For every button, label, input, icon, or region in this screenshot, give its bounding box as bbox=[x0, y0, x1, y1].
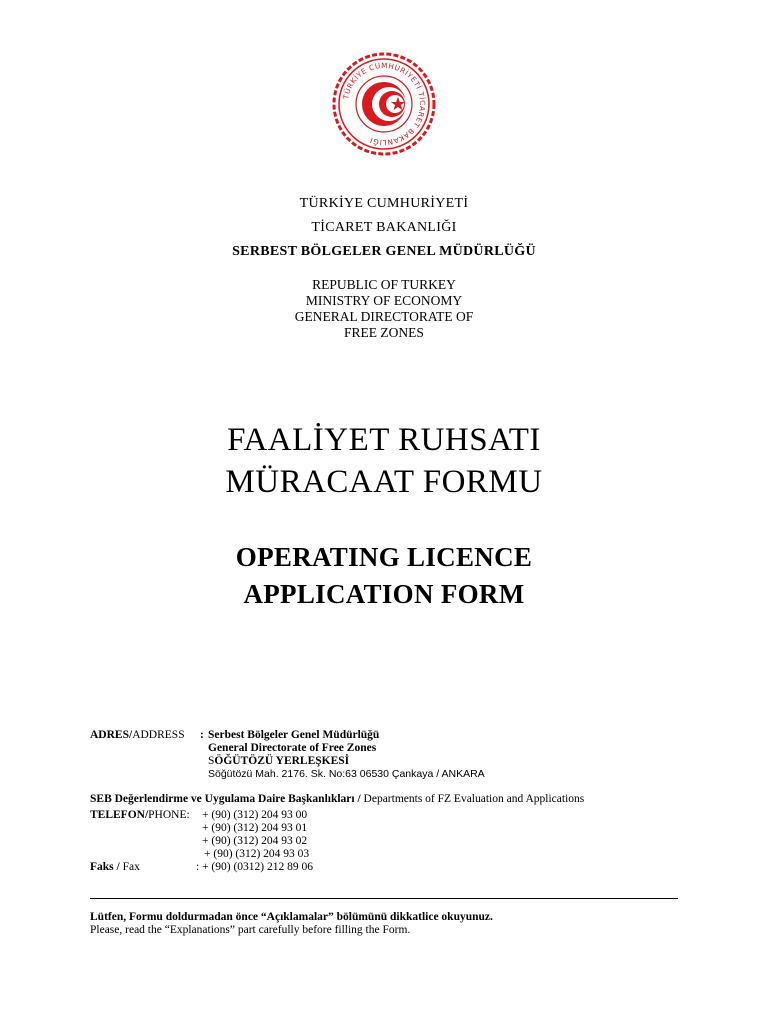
fax-label-tr: Faks / bbox=[90, 861, 120, 873]
title-en-line1: OPERATING LICENCE bbox=[235, 542, 533, 572]
header-tr-line3: SERBEST BÖLGELER GENEL MÜDÜRLÜĞÜ bbox=[232, 244, 536, 259]
phone-number: + (90) (312) 204 93 02 bbox=[202, 835, 308, 847]
title-en-line2: APPLICATION FORM bbox=[243, 579, 525, 609]
department-line bbox=[90, 792, 584, 806]
header-en-line4: FREE ZONES bbox=[344, 325, 424, 340]
header-tr-line2: TİCARET BAKANLIĞI bbox=[311, 220, 457, 235]
header-en-line1: REPUBLIC OF TURKEY bbox=[312, 277, 456, 292]
title-tr-line2: MÜRACAAT FORMU bbox=[225, 464, 543, 500]
address-line3-bold: ÖĞÜTÖZÜ YERLEŞKESİ bbox=[214, 755, 350, 767]
address-label bbox=[90, 728, 185, 742]
address-label-en: ADDRESS bbox=[132, 729, 185, 741]
address-line2: General Directorate of Free Zones bbox=[208, 742, 377, 754]
divider-line bbox=[90, 898, 678, 899]
header-en-line3: GENERAL DIRECTORATE OF bbox=[294, 309, 474, 324]
address-line1: Serbest Bölgeler Genel Müdürlüğü bbox=[208, 729, 380, 741]
address-line4: Söğütözü Mah. 2176. Sk. No:63 06530 Çankaya / ANKARA bbox=[208, 768, 485, 780]
ministry-seal-logo bbox=[332, 52, 436, 156]
phone-label bbox=[90, 808, 190, 822]
phone-number: + (90) (312) 204 93 00 bbox=[202, 809, 308, 821]
phone-label-en: PHONE: bbox=[148, 809, 190, 821]
crescent-star-emblem bbox=[362, 82, 406, 126]
fax-label bbox=[90, 860, 140, 874]
phone-number: + (90) (312) 204 93 01 bbox=[202, 822, 308, 834]
header-en-line2: MINISTRY OF ECONOMY bbox=[305, 293, 463, 308]
address-line3-prefix: S bbox=[208, 755, 215, 767]
department-tr: SEB Değerlendirme ve Uygulama Daire Başkanlıkları / bbox=[90, 793, 361, 805]
phone-number: + (90) (312) 204 93 03 bbox=[204, 848, 310, 860]
title-tr-line1: FAALİYET RUHSATI bbox=[227, 422, 541, 458]
seal-ring-text: TÜRKİYE CUMHURİYETİ TİCARET BAKANLIĞI bbox=[341, 60, 428, 148]
fax-label-en: Fax bbox=[119, 861, 140, 873]
phone-label-tr: TELEFON/ bbox=[90, 809, 149, 821]
notice-en: Please, read the “Explanations” part carefully before filling the Form. bbox=[90, 924, 411, 936]
department-en: Departments of FZ Evaluation and Applications bbox=[360, 793, 585, 805]
address-colon: : bbox=[200, 729, 204, 741]
notice-tr: Lütfen, Formu doldurmadan önce “Açıklamalar” bölümünü dikkatlice okuyunuz. bbox=[90, 911, 493, 923]
header-tr-line1: TÜRKİYE CUMHURİYETİ bbox=[299, 196, 469, 211]
address-line3 bbox=[208, 754, 349, 768]
fax-number: : + (90) (0312) 212 89 06 bbox=[196, 861, 313, 873]
address-label-tr: ADRES/ bbox=[90, 729, 133, 741]
